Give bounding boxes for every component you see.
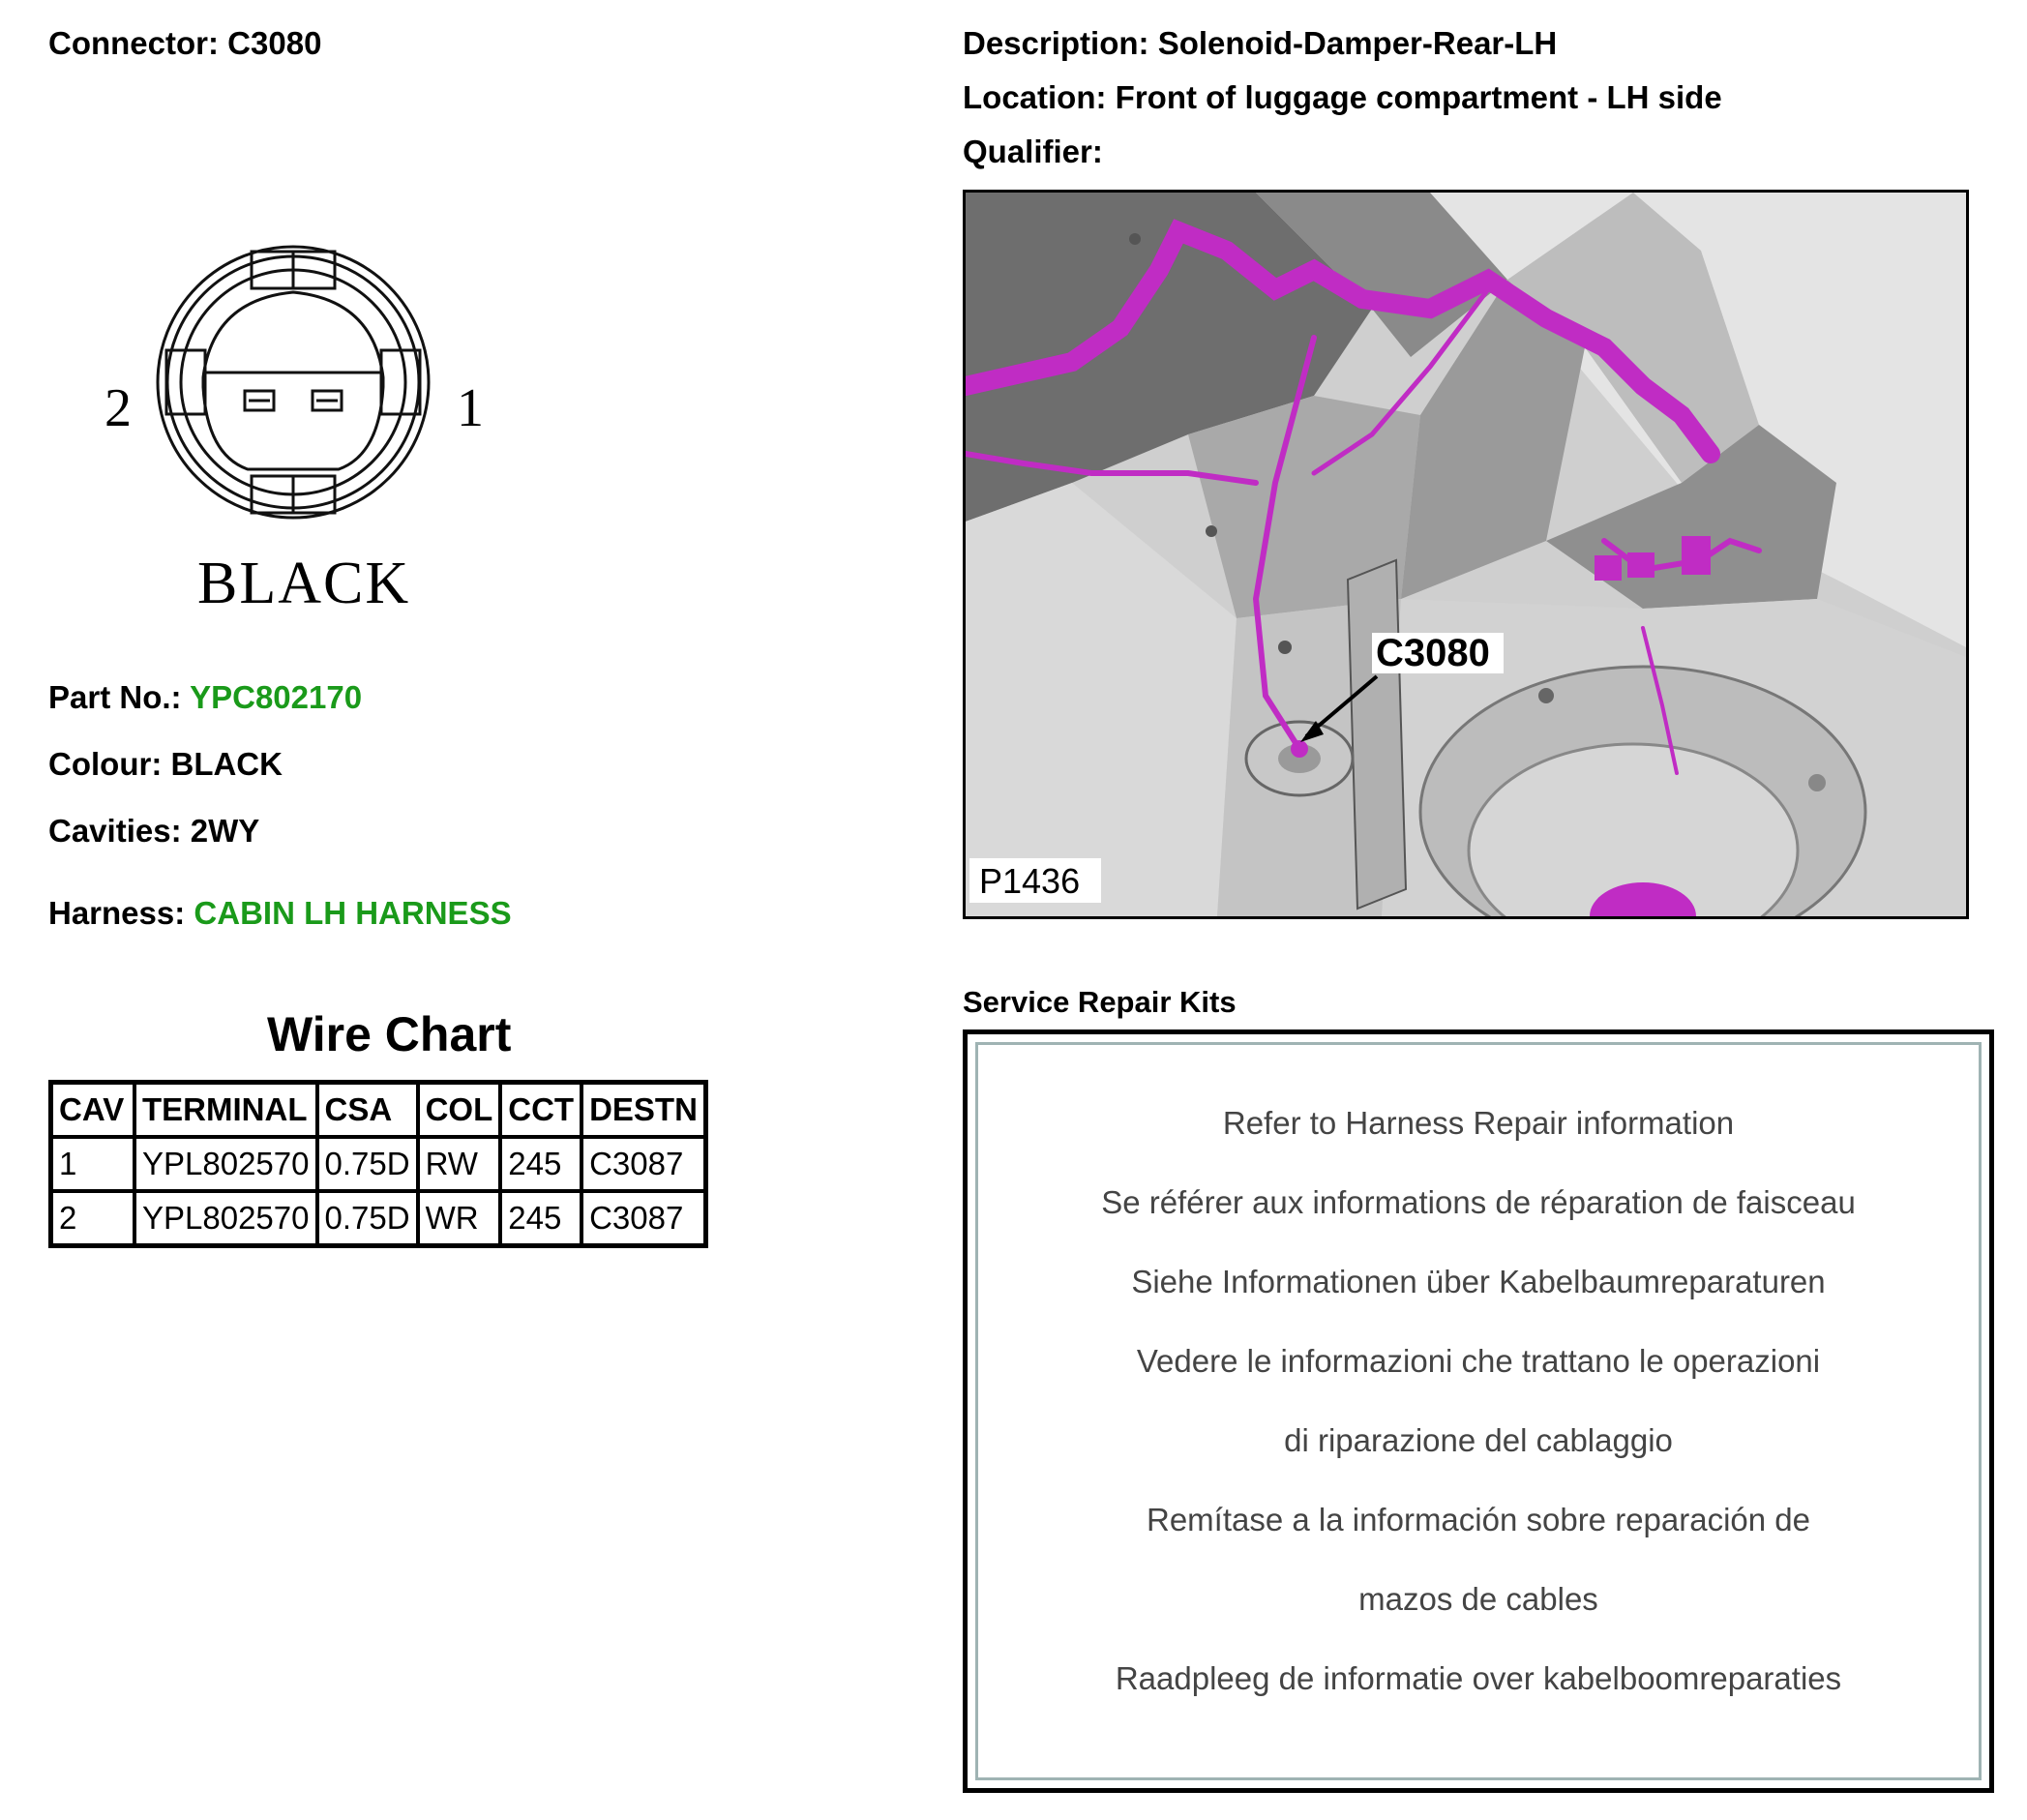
wire-chart-title: Wire Chart — [267, 1007, 512, 1061]
service-repair-kits-inner — [975, 1042, 1982, 1780]
kit-line-es-1: Remítase a la información sobre reparación de — [1146, 1502, 1811, 1537]
table-row — [51, 1191, 706, 1246]
wire-chart-header-row — [51, 1083, 706, 1138]
part-no-line — [48, 679, 362, 716]
connector-face-diagram — [97, 232, 503, 619]
colour-label: Colour: — [48, 746, 163, 782]
col-header-csa: CSA — [317, 1083, 418, 1138]
part-no-link[interactable]: YPC802170 — [190, 679, 363, 715]
location-line — [963, 79, 1722, 116]
qualifier-label: Qualifier: — [963, 134, 1103, 169]
vehicle-illustration — [966, 193, 1966, 916]
cell-destn: C3087 — [581, 1137, 706, 1191]
cell-csa: 0.75D — [317, 1191, 418, 1246]
pin-2-label: 2 — [104, 378, 132, 438]
table-row — [51, 1137, 706, 1191]
colour-value: BLACK — [170, 746, 283, 782]
photo-reference: P1436 — [979, 861, 1081, 901]
col-header-col: COL — [418, 1083, 501, 1138]
colour-line — [48, 746, 283, 783]
cell-cct: 245 — [500, 1191, 581, 1246]
pin-1-label: 1 — [457, 378, 484, 438]
kit-line-de: Siehe Informationen über Kabelbaumreparaturen — [1131, 1264, 1826, 1299]
kit-line-fr: Se référer aux informations de réparation de faisceau — [1101, 1184, 1856, 1220]
cell-terminal: YPL802570 — [134, 1191, 317, 1246]
col-header-cav: CAV — [51, 1083, 135, 1138]
kit-line-it-1: Vedere le informazioni che trattano le operazioni — [1136, 1343, 1821, 1379]
part-no-label: Part No.: — [48, 679, 182, 715]
connector-label: Connector: — [48, 25, 219, 61]
location-photo — [963, 190, 1969, 919]
qualifier-line — [963, 134, 1103, 170]
cell-csa: 0.75D — [317, 1137, 418, 1191]
col-header-terminal: TERMINAL — [134, 1083, 317, 1138]
kit-line-en: Refer to Harness Repair information — [1222, 1105, 1735, 1141]
cavities-line — [48, 813, 259, 850]
service-repair-kits-title: Service Repair Kits — [963, 985, 1237, 1019]
cell-cct: 245 — [500, 1137, 581, 1191]
description-line — [963, 25, 1557, 62]
cell-cav: 2 — [51, 1191, 135, 1246]
wire-chart-table — [48, 1080, 708, 1248]
kit-line-it-2: di riparazione del cablaggio — [1284, 1422, 1673, 1458]
cavities-label: Cavities: — [48, 813, 182, 849]
cell-terminal: YPL802570 — [134, 1137, 317, 1191]
connector-heading — [48, 25, 321, 62]
cell-col: RW — [418, 1137, 501, 1191]
cavities-value: 2WY — [190, 813, 260, 849]
colour-stamp: BLACK — [197, 551, 411, 616]
harness-line — [48, 895, 512, 932]
kit-line-es-2: mazos de cables — [1358, 1581, 1598, 1617]
kit-line-nl: Raadpleeg de informatie over kabelboomreparaties — [1115, 1660, 1842, 1696]
harness-link[interactable]: CABIN LH HARNESS — [194, 895, 512, 931]
cell-destn: C3087 — [581, 1191, 706, 1246]
col-header-destn: DESTN — [581, 1083, 706, 1138]
description-label: Description: — [963, 25, 1149, 61]
col-header-cct: CCT — [500, 1083, 581, 1138]
description-value: Solenoid-Damper-Rear-LH — [1157, 25, 1558, 61]
service-repair-kits-box — [963, 1029, 1994, 1793]
connector-value: C3080 — [227, 25, 322, 61]
photo-callout-label: C3080 — [1376, 632, 1490, 674]
cell-col: WR — [418, 1191, 501, 1246]
location-label: Location: — [963, 79, 1107, 115]
harness-label: Harness: — [48, 895, 186, 931]
cell-cav: 1 — [51, 1137, 135, 1191]
location-value: Front of luggage compartment - LH side — [1115, 79, 1722, 115]
